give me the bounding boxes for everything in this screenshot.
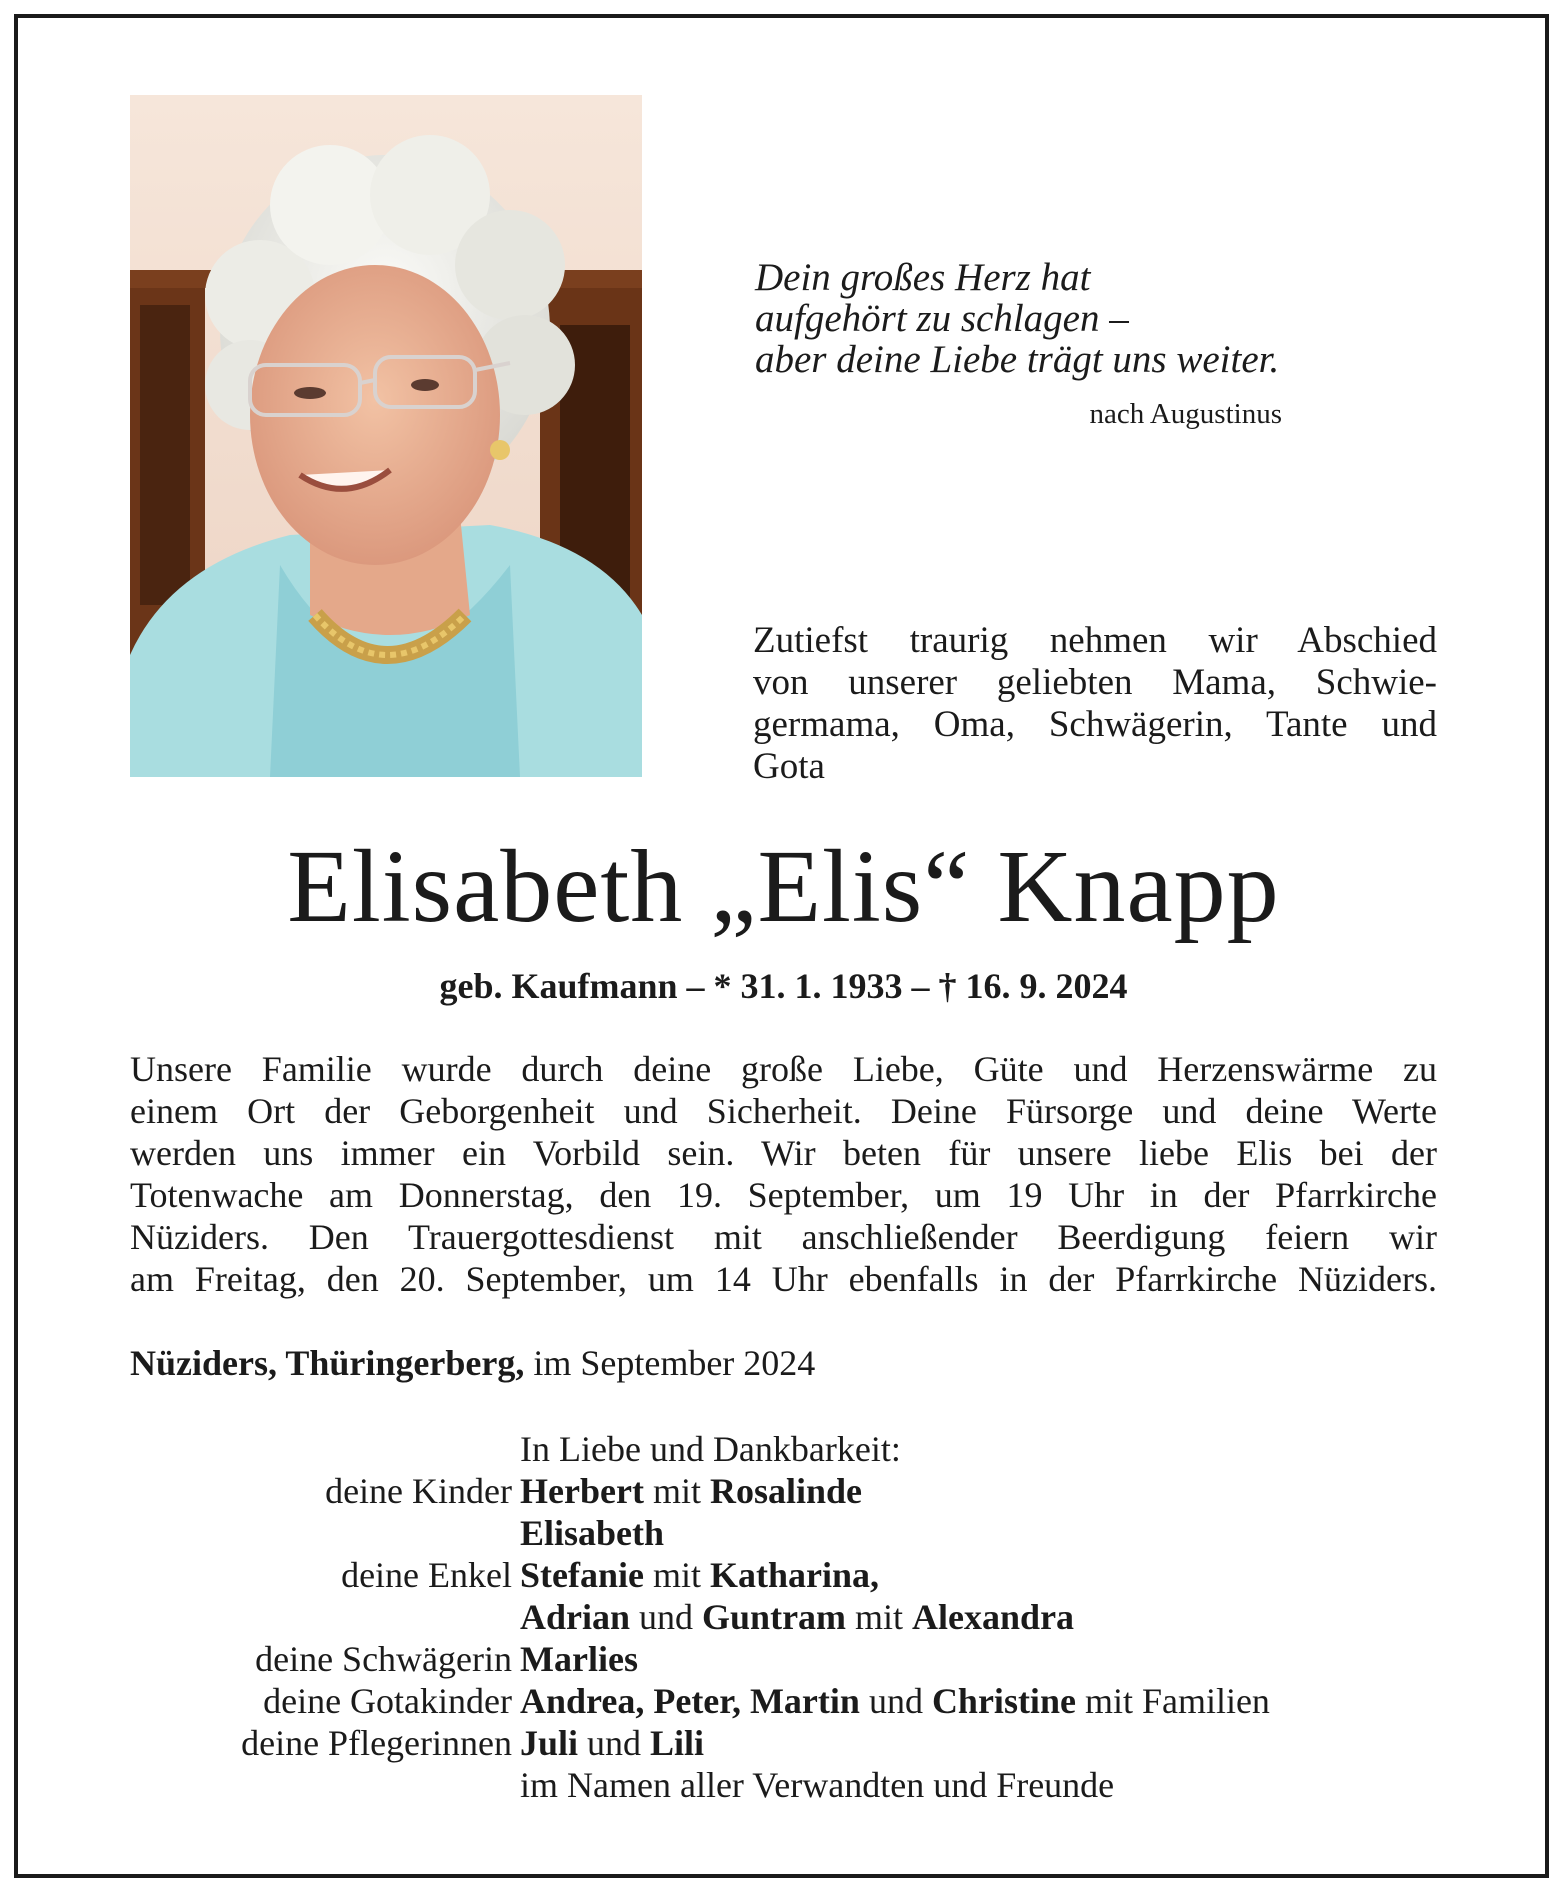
- body-line: werden uns immer ein Vorbild sein. Wir beten für unsere liebe Elis bei der: [130, 1133, 1437, 1173]
- place-date: [130, 1342, 815, 1384]
- mourner-name: Lili: [650, 1723, 705, 1763]
- body-line: Totenwache am Donnerstag, den 19. September, um 19 Uhr in der Pfarrkirche: [130, 1175, 1437, 1215]
- mourner-row: [130, 1722, 1450, 1764]
- mourner-row: [130, 1470, 1450, 1512]
- mourners-heading: In Liebe und Dankbarkeit:: [520, 1429, 901, 1469]
- mourner-row: [130, 1512, 1450, 1554]
- mourner-relation: deine Enkel: [341, 1555, 512, 1595]
- body-line: Nüziders. Den Trauergottesdienst mit anschließender Beerdigung feiern wir: [130, 1217, 1437, 1257]
- mourner-connector: mit: [643, 1555, 710, 1595]
- mourner-name: Rosalinde: [709, 1471, 862, 1511]
- intro-line: Gota: [753, 746, 825, 787]
- place-date-text: im September 2024: [533, 1343, 816, 1383]
- body-text: [130, 1048, 1437, 1300]
- mourners-list: [130, 1428, 1450, 1806]
- mourner-row: [130, 1554, 1450, 1596]
- mourner-names: [520, 1764, 1114, 1806]
- mourner-relation: deine Schwägerin: [255, 1639, 512, 1679]
- mourner-names: [520, 1554, 879, 1596]
- mourner-relation: [130, 1512, 520, 1554]
- mourner-name: Marlies: [520, 1639, 638, 1679]
- mourner-relation: [130, 1596, 520, 1638]
- body-line: Unsere Familie wurde durch deine große Liebe, Güte und Herzenswärme zu: [130, 1049, 1437, 1089]
- mourner-names: [520, 1722, 704, 1764]
- mourner-name: Andrea, Peter, Martin: [520, 1681, 860, 1721]
- mourner-names: [520, 1512, 664, 1554]
- mourner-row: [130, 1638, 1450, 1680]
- intro-text: [753, 620, 1437, 788]
- deceased-dates: geb. Kaufmann – * 31. 1. 1933 – † 16. 9. 2024: [439, 966, 1128, 1006]
- mourner-name: Adrian: [520, 1597, 631, 1637]
- mourner-name: Christine: [931, 1681, 1076, 1721]
- mourner-relation: [130, 1764, 520, 1806]
- mourner-name: Katharina,: [710, 1555, 880, 1595]
- intro-line: Zutiefst traurig nehmen wir Abschied: [753, 620, 1437, 661]
- body-line: am Freitag, den 20. September, um 14 Uhr ebenfalls in der Pfarrkirche Nüziders.: [130, 1259, 1437, 1299]
- mourner-connector: mit: [643, 1471, 710, 1511]
- mourner-relation: deine Gotakinder: [263, 1681, 512, 1721]
- mourner-name: Herbert: [520, 1471, 644, 1511]
- mourner-connector: mit Familien: [1075, 1681, 1270, 1721]
- intro-line: von unserer geliebten Mama, Schwie-: [753, 662, 1437, 703]
- mourner-names: [520, 1680, 1270, 1722]
- mourner-name: Alexandra: [912, 1597, 1075, 1637]
- mourner-row: [130, 1764, 1450, 1806]
- mourner-connector: im Namen aller Verwandten und Freunde: [520, 1765, 1115, 1805]
- mourner-connector: und: [578, 1723, 651, 1763]
- mourner-row: [130, 1596, 1450, 1638]
- quote-line: aber deine Liebe trägt uns weiter.: [755, 338, 1280, 381]
- mourner-row: [130, 1680, 1450, 1722]
- quote-line: aufgehört zu schlagen –: [755, 297, 1129, 340]
- mourner-name: Guntram: [702, 1597, 847, 1637]
- quote-line: Dein großes Herz hat: [755, 256, 1091, 299]
- portrait-photo: [130, 95, 642, 777]
- mourner-connector: und: [859, 1681, 932, 1721]
- mourner-names: [520, 1638, 638, 1680]
- mourner-connector: mit: [846, 1597, 913, 1637]
- place-locations: Nüziders, Thüringerberg,: [130, 1343, 525, 1383]
- quote: [755, 257, 1295, 380]
- mourner-relation: deine Pflegerinnen: [241, 1723, 512, 1763]
- mourner-names: [520, 1596, 1074, 1638]
- mourner-name: Juli: [520, 1723, 579, 1763]
- deceased-name: Elisabeth „Elis“ Knapp: [287, 829, 1280, 944]
- mourner-connector: und: [630, 1597, 703, 1637]
- mourner-name: Elisabeth: [520, 1513, 665, 1553]
- mourner-name: Stefanie: [520, 1555, 644, 1595]
- quote-author: nach Augustinus: [1089, 398, 1282, 430]
- mourner-relation: deine Kinder: [325, 1471, 512, 1511]
- intro-line: germama, Oma, Schwägerin, Tante und: [753, 704, 1437, 745]
- body-line: einem Ort der Geborgenheit und Sicherheit. Deine Fürsorge und deine Werte: [130, 1091, 1437, 1131]
- mourner-names: [520, 1470, 862, 1512]
